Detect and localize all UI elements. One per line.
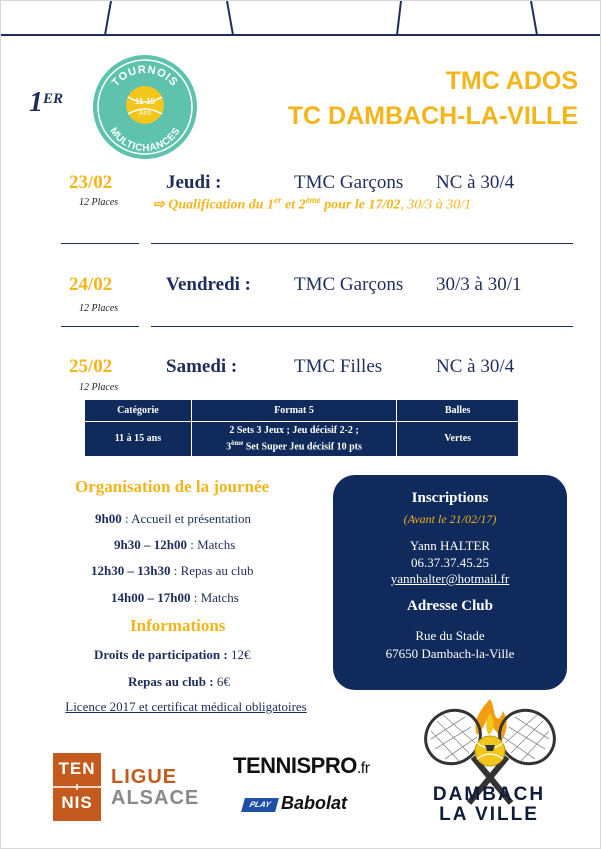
schedule-level: 30/3 à 30/1 [436,274,522,295]
schedule-level: NC à 30/4 [436,356,515,377]
qualification-note: ⇨ Qualification du 1er et 2ème pour le 17/02, 30/3 à 30/1 [153,195,472,213]
schedule-day: Samedi : [166,356,238,377]
divider [61,243,139,244]
divider [61,326,139,327]
format-table [84,399,519,457]
schedule-event: TMC Garçons [294,274,404,295]
play-badge: PLAY [241,798,279,812]
fee-line: Droits de participation : 12€ [94,647,251,662]
schedule-day: Jeudi : [166,172,222,193]
schedule-event: TMC Garçons [294,172,404,193]
edition-label: 1ER [29,87,64,118]
schedule-day: Vendredi : [166,274,251,295]
club-name-logo: DAMBACH LA VILLE [432,784,546,825]
inscriptions-deadline: (Avant le 21/02/17) [403,512,497,526]
inscriptions-title: Inscriptions [411,490,489,506]
title-line-1: TMC ADOS [445,67,578,95]
schedule-date: 23/02 [69,172,113,193]
licence-link[interactable]: Licence 2017 et certificat médical obligatoires [65,699,307,714]
table-header: Catégorie [85,400,192,422]
schedule-event: TMC Filles [294,356,383,377]
organisation-item: 12h30 – 13h30 : Repas au club [91,563,254,578]
schedule-places: 12 Places [79,303,119,314]
badge-arc-top: TOURNOIS [109,63,181,90]
top-decoration [1,1,601,41]
organisation-title: Organisation de la journée [75,477,270,496]
badge-age-unit: Ans [138,110,152,117]
tennis-ball-icon [475,736,505,766]
schedule-places: 12 Places [79,382,119,393]
table-header: Balles [397,400,519,422]
schedule-places: 12 Places [79,197,119,208]
schedule-date: 25/02 [69,356,113,377]
table-cell-format: 2 Sets 3 Jeux ; Jeu décisif 2-2 ; 3ème Set Super Jeu décisif 10 pts [191,422,396,457]
table-header: Format 5 [191,400,396,422]
contact-name: Yann HALTER [409,538,491,553]
ligue-alsace-logo: LIGUE ALSACE [111,766,200,809]
organisation-item: 9h30 – 12h00 : Matchs [114,537,236,552]
divider [151,243,573,244]
tournament-badge-logo [91,53,199,161]
contact-email[interactable]: yannhalter@hotmail.fr [390,571,510,586]
inscriptions-panel [333,475,567,690]
badge-age: 11-15 [134,97,156,106]
schedule-date: 24/02 [69,274,113,295]
schedule-level: NC à 30/4 [436,172,515,193]
table-cell-category: 11 à 15 ans [85,422,192,457]
divider [151,326,573,327]
title-line-2: TC DAMBACH-LA-VILLE [287,102,578,130]
address-street: Rue du Stade [415,628,485,643]
badge-arc-bottom: MULTICHANCES [107,125,183,155]
ligue-tennis-logo: TEN NIS [53,753,101,821]
informations-title: Informations [130,616,226,635]
address-title: Adresse Club [407,598,493,614]
meal-line: Repas au club : 6€ [128,674,230,689]
tennispro-logo: TENNISPRO.fr [233,753,370,778]
organisation-item: 14h00 – 17h00 : Matchs [111,590,239,605]
babolat-logo: Babolat [281,793,348,813]
address-city: 67650 Dambach-la-Ville [385,646,515,661]
contact-phone[interactable]: 06.37.37.45.25 [411,555,489,570]
organisation-item: 9h00 : Accueil et présentation [95,511,251,526]
table-cell-balls: Vertes [397,422,519,457]
